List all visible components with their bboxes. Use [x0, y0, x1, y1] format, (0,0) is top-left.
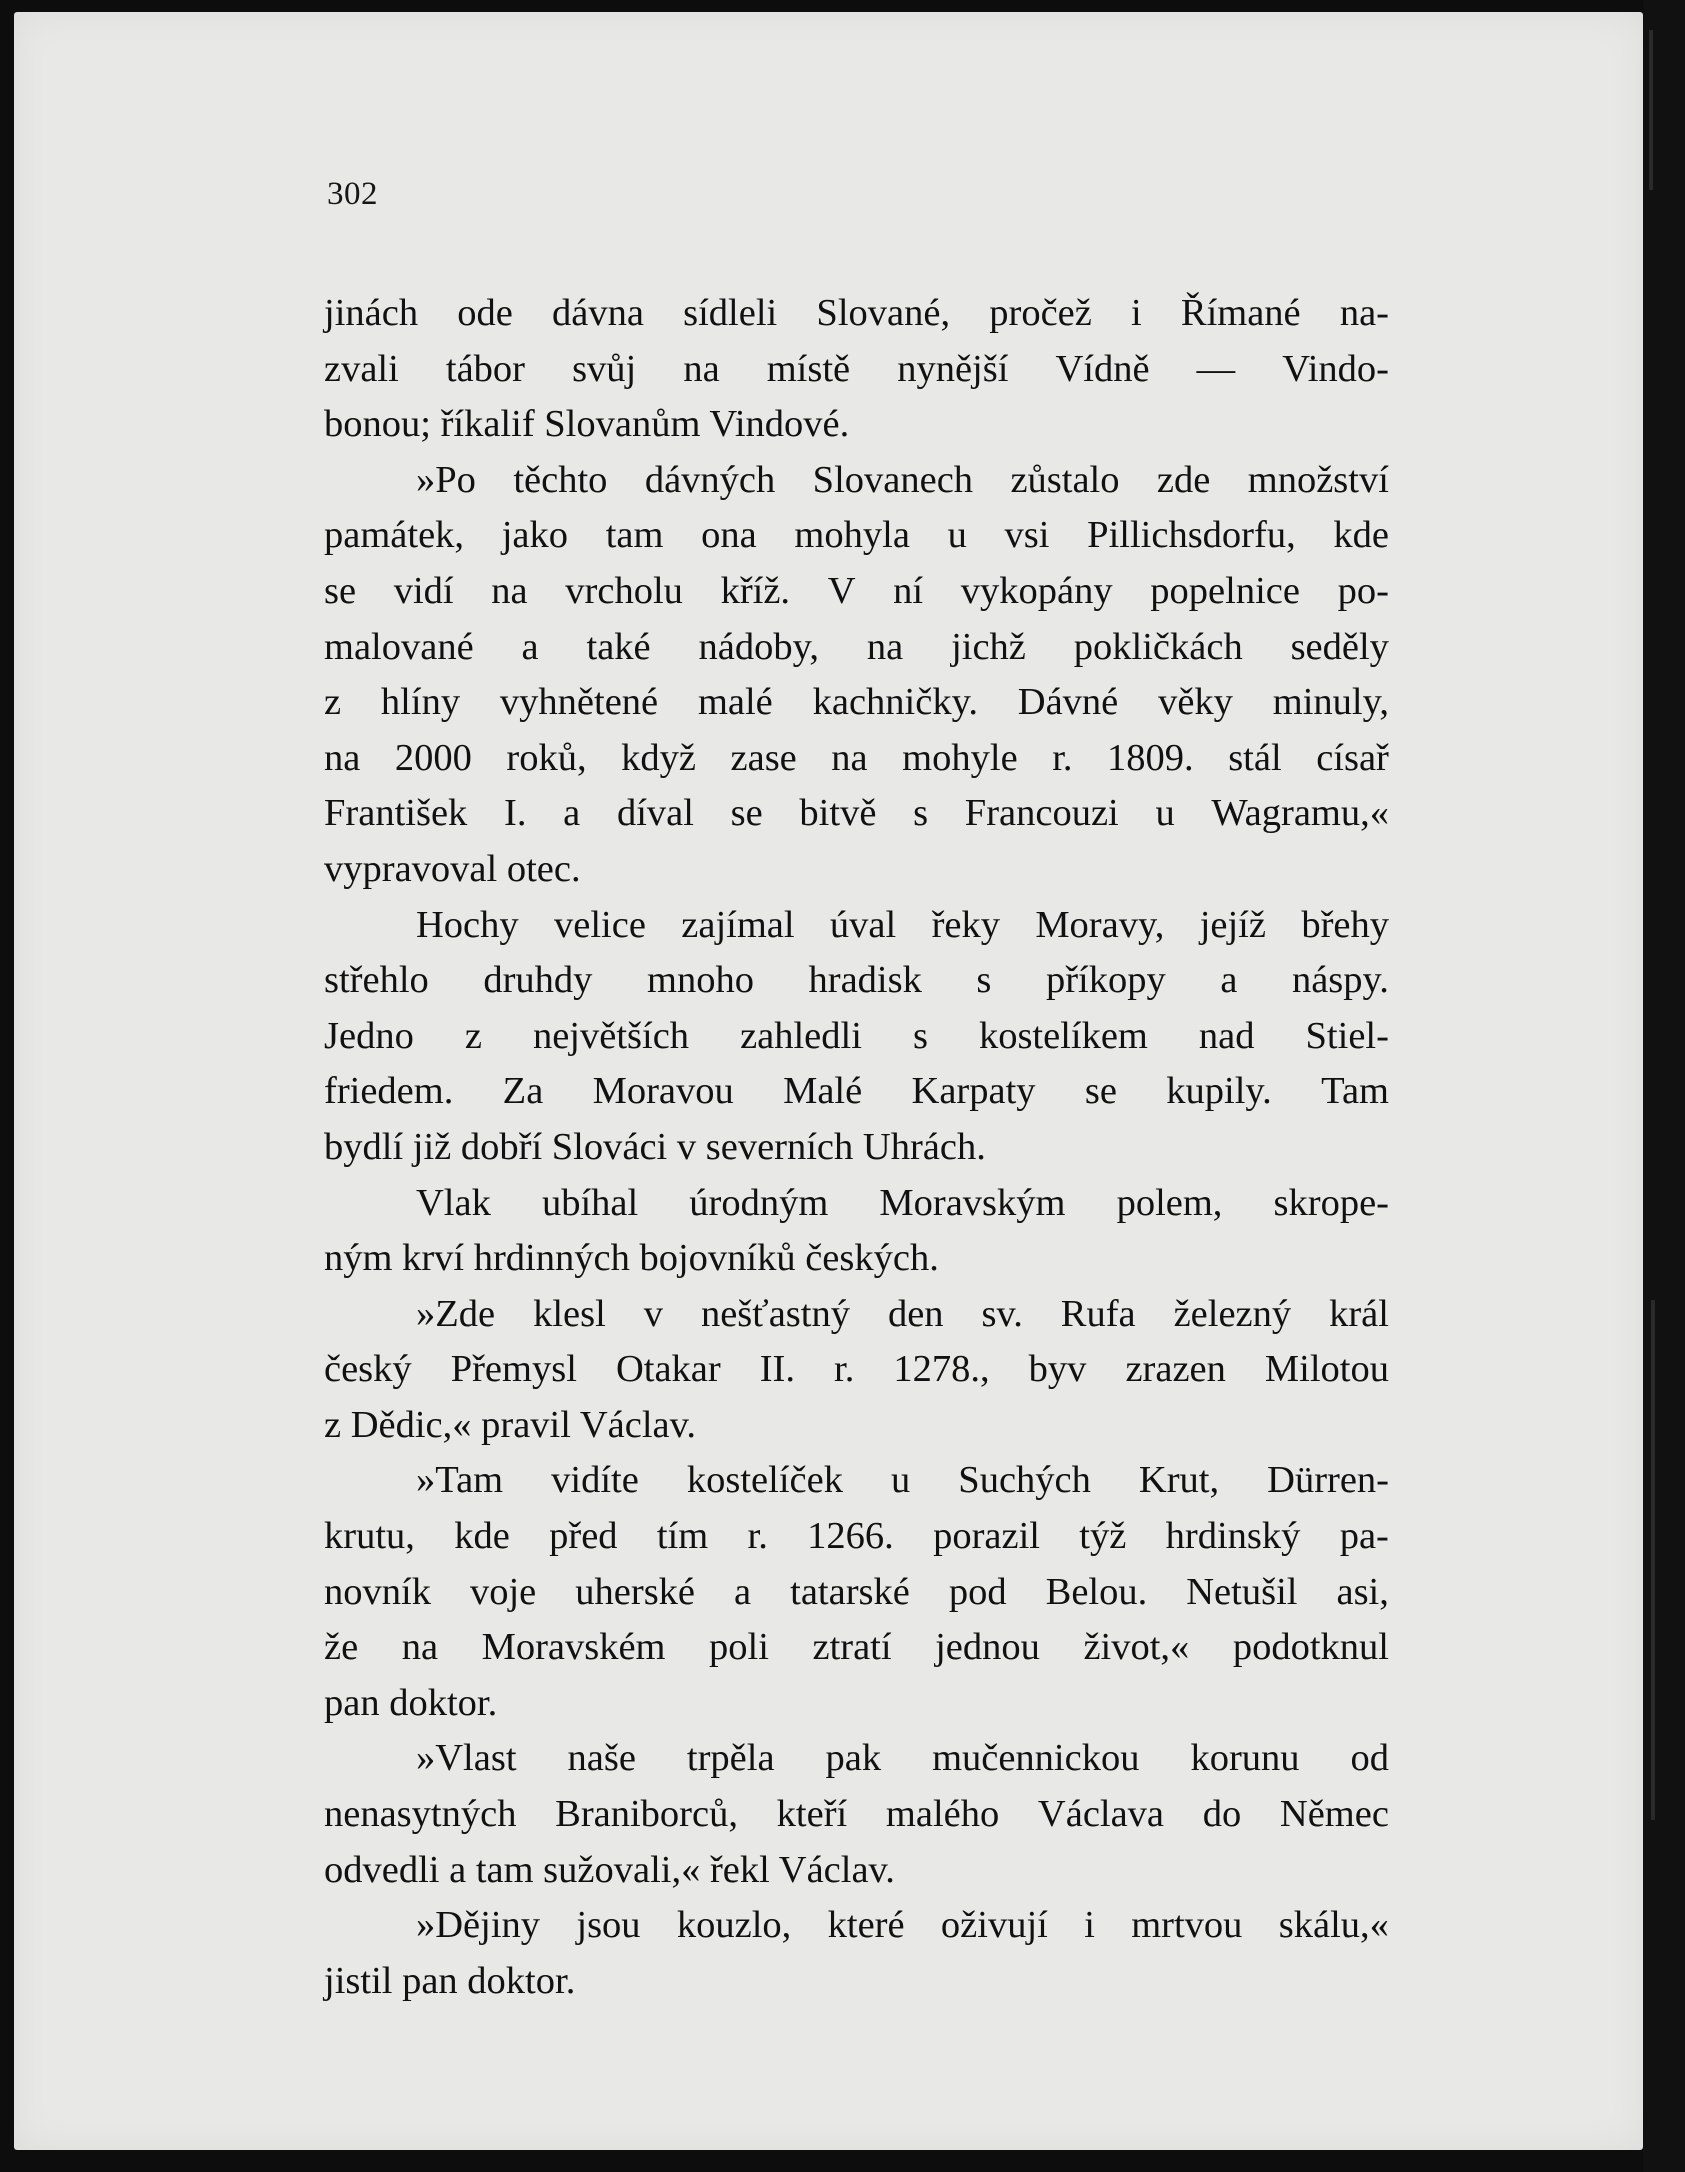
- text-line: bonou; říkalif Slovanům Vindové.: [324, 403, 850, 446]
- word: malé: [697, 681, 773, 724]
- word: friedem.: [324, 1070, 454, 1113]
- word: které: [827, 1904, 905, 1947]
- word: před: [549, 1515, 618, 1558]
- word: pa-: [1339, 1515, 1389, 1558]
- word: minuly,: [1272, 681, 1389, 724]
- text-line: odvedli a tam sužovali,« řekl Václav.: [324, 1848, 895, 1891]
- word: r.: [747, 1515, 768, 1558]
- word: 1266.: [807, 1515, 894, 1558]
- word: pak: [825, 1737, 882, 1780]
- word: skálu,«: [1278, 1904, 1389, 1947]
- word: místě: [766, 347, 851, 390]
- word: voje: [469, 1570, 537, 1613]
- word: oživují: [940, 1904, 1048, 1947]
- word: Francouzi: [964, 792, 1119, 835]
- word: nad: [1198, 1014, 1255, 1057]
- word: zrazen: [1125, 1348, 1226, 1391]
- word: tatarské: [790, 1570, 910, 1613]
- word: mrtvou: [1131, 1904, 1243, 1947]
- word: mohyle: [902, 736, 1018, 779]
- text-line: [324, 1898, 1389, 1954]
- word: mučennickou: [932, 1737, 1140, 1780]
- word: svůj: [572, 347, 637, 390]
- word: »Dějiny: [416, 1904, 541, 1947]
- word: Moravy,: [1035, 903, 1165, 946]
- word: Rufa: [1060, 1292, 1136, 1335]
- text-line: vypravoval otec.: [324, 847, 581, 890]
- word: se: [1084, 1070, 1117, 1113]
- word: Moravou: [592, 1070, 734, 1113]
- text-line: [324, 564, 1389, 620]
- text-line: ným krví hrdinných bojovníků českých.: [324, 1237, 939, 1280]
- text-line: [324, 731, 1389, 787]
- word: Vlak: [416, 1181, 491, 1224]
- scan-edge: [1643, 0, 1685, 2172]
- word: jejíž: [1199, 903, 1266, 946]
- word: na-: [1339, 292, 1389, 334]
- word: na: [683, 347, 720, 390]
- word: jinách: [324, 292, 419, 334]
- word: poli: [709, 1626, 769, 1669]
- word: hlíny: [380, 681, 461, 724]
- word: se: [730, 792, 763, 835]
- word: roků,: [506, 736, 587, 779]
- word: týž: [1079, 1515, 1127, 1558]
- word: zvali: [324, 347, 399, 390]
- word: a: [1220, 959, 1238, 1002]
- word: uherské: [575, 1570, 696, 1613]
- page-number: 302: [327, 176, 378, 212]
- word: tam: [605, 514, 664, 557]
- word: na: [866, 625, 904, 668]
- scan-edge-mark: [1651, 1300, 1655, 1820]
- text-line: [324, 620, 1389, 676]
- word: ode: [457, 292, 513, 334]
- word: kachničky.: [812, 681, 978, 724]
- word: památek,: [324, 514, 465, 557]
- word: od: [1350, 1737, 1389, 1780]
- word: Slované,: [816, 292, 951, 334]
- word: malované: [324, 625, 474, 668]
- word: s: [913, 792, 929, 835]
- word: pod: [948, 1570, 1007, 1613]
- word: Wagramu,«: [1211, 792, 1389, 835]
- word: tím: [656, 1515, 709, 1558]
- word: střehlo: [324, 959, 429, 1002]
- word: »Zde: [416, 1292, 496, 1335]
- word: »Po: [416, 458, 476, 501]
- word: Římané: [1180, 292, 1301, 334]
- word: novník: [324, 1570, 431, 1613]
- text-line: [324, 1064, 1389, 1120]
- word: na: [491, 569, 528, 612]
- word: a: [563, 792, 581, 835]
- word: vykopány: [960, 569, 1113, 612]
- word: ona: [701, 514, 757, 557]
- word: množství: [1247, 458, 1389, 501]
- word: jednou: [935, 1626, 1040, 1669]
- word: jsou: [576, 1904, 641, 1947]
- word: Přemysl: [450, 1348, 577, 1391]
- text-line: [324, 1009, 1389, 1065]
- word: nenasytných: [324, 1793, 517, 1836]
- text-line: z Dědic,« pravil Václav.: [324, 1403, 697, 1446]
- word: z: [464, 1014, 482, 1057]
- word: skrope-: [1273, 1181, 1389, 1224]
- text-line: [324, 1509, 1389, 1565]
- text-line: bydlí již dobří Slováci v severních Uhrách.: [324, 1125, 986, 1168]
- text-line: [324, 786, 1389, 842]
- word: Tam: [1321, 1070, 1389, 1113]
- word: krutu,: [324, 1515, 415, 1558]
- text-line: [324, 1176, 1389, 1232]
- word: Za: [502, 1070, 544, 1113]
- word: nynější: [897, 347, 1009, 390]
- word: 1278.,: [893, 1348, 990, 1391]
- word: u: [1155, 792, 1175, 835]
- body-text: [324, 286, 1389, 2009]
- word: život,«: [1083, 1626, 1190, 1669]
- word: pročež: [989, 292, 1092, 334]
- word: seděly: [1290, 625, 1389, 668]
- word: i: [1131, 292, 1142, 334]
- word: Pillichsdorfu,: [1087, 514, 1296, 557]
- word: řeky: [931, 903, 1000, 946]
- word: Netušil: [1186, 1570, 1298, 1613]
- word: příkopy: [1045, 959, 1166, 1002]
- word: ztratí: [812, 1626, 892, 1669]
- word: ubíhal: [541, 1181, 639, 1224]
- word: český: [324, 1348, 412, 1391]
- word: druhdy: [483, 959, 593, 1002]
- word: Suchých: [958, 1459, 1091, 1502]
- text-line: [324, 286, 1389, 342]
- word: Moravském: [481, 1626, 666, 1669]
- word: a: [521, 625, 539, 668]
- word: Němec: [1279, 1793, 1389, 1836]
- word: u: [891, 1459, 911, 1502]
- word: císař: [1316, 736, 1389, 779]
- word: i: [1084, 1904, 1095, 1947]
- word: náspy.: [1291, 959, 1389, 1002]
- word: »Tam: [416, 1459, 504, 1502]
- word: Krut,: [1138, 1459, 1220, 1502]
- word: r.: [834, 1348, 855, 1391]
- word: Braniborců,: [555, 1793, 738, 1836]
- word: jichž: [951, 625, 1026, 668]
- word: Stiel-: [1305, 1014, 1389, 1057]
- word: Karpaty: [911, 1070, 1036, 1113]
- word: kupily.: [1166, 1070, 1272, 1113]
- word: dávných: [644, 458, 776, 501]
- text-line: [324, 953, 1389, 1009]
- word: Hochy: [416, 903, 519, 946]
- word: železný: [1173, 1292, 1292, 1335]
- word: 1809.: [1107, 736, 1194, 779]
- word: že: [324, 1626, 359, 1669]
- word: těchto: [513, 458, 608, 501]
- word: se: [324, 569, 357, 612]
- word: vyhnětené: [499, 681, 659, 724]
- word: vidíte: [551, 1459, 639, 1502]
- text-line: [324, 1342, 1389, 1398]
- word: malého: [885, 1793, 1000, 1836]
- word: V: [827, 569, 856, 612]
- word: Belou.: [1045, 1570, 1148, 1613]
- word: vsi: [1004, 514, 1050, 557]
- text-line: [324, 1453, 1389, 1509]
- word: Malé: [783, 1070, 863, 1113]
- word: I.: [504, 792, 527, 835]
- word: díval: [616, 792, 694, 835]
- word: kříž.: [720, 569, 791, 612]
- word: kde: [1333, 514, 1389, 557]
- word: zde: [1156, 458, 1211, 501]
- text-line: [324, 342, 1389, 398]
- text-line: [324, 1620, 1389, 1676]
- word: korunu: [1190, 1737, 1300, 1780]
- word: vrcholu: [565, 569, 683, 612]
- word: nádoby,: [698, 625, 819, 668]
- word: popelnice: [1150, 569, 1300, 612]
- word: Moravským: [879, 1181, 1066, 1224]
- text-line: jistil pan doktor.: [324, 1959, 576, 2002]
- word: kteří: [776, 1793, 848, 1836]
- word: stál: [1228, 736, 1282, 779]
- word: mnoho: [647, 959, 754, 1002]
- word: a: [734, 1570, 752, 1613]
- word: kostelíček: [686, 1459, 843, 1502]
- word: po-: [1337, 569, 1389, 612]
- word: r.: [1052, 736, 1073, 779]
- book-page: [14, 12, 1643, 2150]
- word: asi,: [1336, 1570, 1389, 1613]
- word: věky: [1158, 681, 1233, 724]
- word: s: [912, 1014, 928, 1057]
- word: z: [324, 681, 342, 724]
- word: král: [1329, 1292, 1389, 1335]
- word: hradisk: [808, 959, 922, 1002]
- word: břehy: [1301, 903, 1389, 946]
- word: do: [1202, 1793, 1242, 1836]
- word: zůstalo: [1010, 458, 1120, 501]
- word: mohyla: [794, 514, 910, 557]
- word: na: [401, 1626, 439, 1669]
- word: jako: [501, 514, 569, 557]
- word: ní: [893, 569, 924, 612]
- word: vidí: [393, 569, 454, 612]
- word: II.: [759, 1348, 795, 1391]
- word: tábor: [445, 347, 525, 390]
- text-line: [324, 1787, 1389, 1843]
- word: nešťastný: [700, 1292, 850, 1335]
- word: zahledli: [740, 1014, 862, 1057]
- word: zase: [730, 736, 797, 779]
- word: Dávné: [1017, 681, 1119, 724]
- word: Jedno: [324, 1014, 414, 1057]
- text-line: [324, 898, 1389, 954]
- word: Otakar: [615, 1348, 721, 1391]
- word: polem,: [1116, 1181, 1223, 1224]
- word: Dürren-: [1267, 1459, 1389, 1502]
- word: kostelíkem: [978, 1014, 1148, 1057]
- word: zajímal: [681, 903, 795, 946]
- text-line: [324, 508, 1389, 564]
- scan-edge-mark: [1649, 30, 1653, 190]
- word: na: [324, 736, 361, 779]
- word: Vídně: [1055, 347, 1150, 390]
- word: klesl: [533, 1292, 606, 1335]
- word: úval: [829, 903, 897, 946]
- word: úrodným: [689, 1181, 829, 1224]
- word: Václava: [1037, 1793, 1165, 1836]
- word: porazil: [933, 1515, 1040, 1558]
- text-line: pan doktor.: [324, 1681, 498, 1724]
- word: na: [831, 736, 868, 779]
- word: sídleli: [683, 292, 778, 334]
- word: Slovanech: [812, 458, 974, 501]
- word: kouzlo,: [676, 1904, 792, 1947]
- text-line: [324, 1731, 1389, 1787]
- word: trpěla: [686, 1737, 775, 1780]
- word: naše: [567, 1737, 636, 1780]
- word: dávna: [552, 292, 644, 334]
- word: největších: [532, 1014, 690, 1057]
- text-line: [324, 453, 1389, 509]
- word: —: [1196, 347, 1236, 390]
- word: velice: [554, 903, 646, 946]
- word: »Vlast: [416, 1737, 517, 1780]
- word: když: [621, 736, 696, 779]
- word: s: [976, 959, 992, 1002]
- word: také: [586, 625, 651, 668]
- word: pokličkách: [1073, 625, 1243, 668]
- word: u: [947, 514, 967, 557]
- word: byv: [1028, 1348, 1087, 1391]
- word: den: [887, 1292, 944, 1335]
- word: bitvě: [799, 792, 877, 835]
- word: kde: [454, 1515, 510, 1558]
- word: Milotou: [1264, 1348, 1389, 1391]
- word: hrdinský: [1165, 1515, 1301, 1558]
- text-line: [324, 1565, 1389, 1621]
- word: podotknul: [1232, 1626, 1389, 1669]
- word: v: [643, 1292, 663, 1335]
- word: František: [324, 792, 468, 835]
- word: 2000: [394, 736, 472, 779]
- word: sv.: [981, 1292, 1023, 1335]
- word: Vindo-: [1282, 347, 1389, 390]
- text-line: [324, 675, 1389, 731]
- text-line: [324, 1287, 1389, 1343]
